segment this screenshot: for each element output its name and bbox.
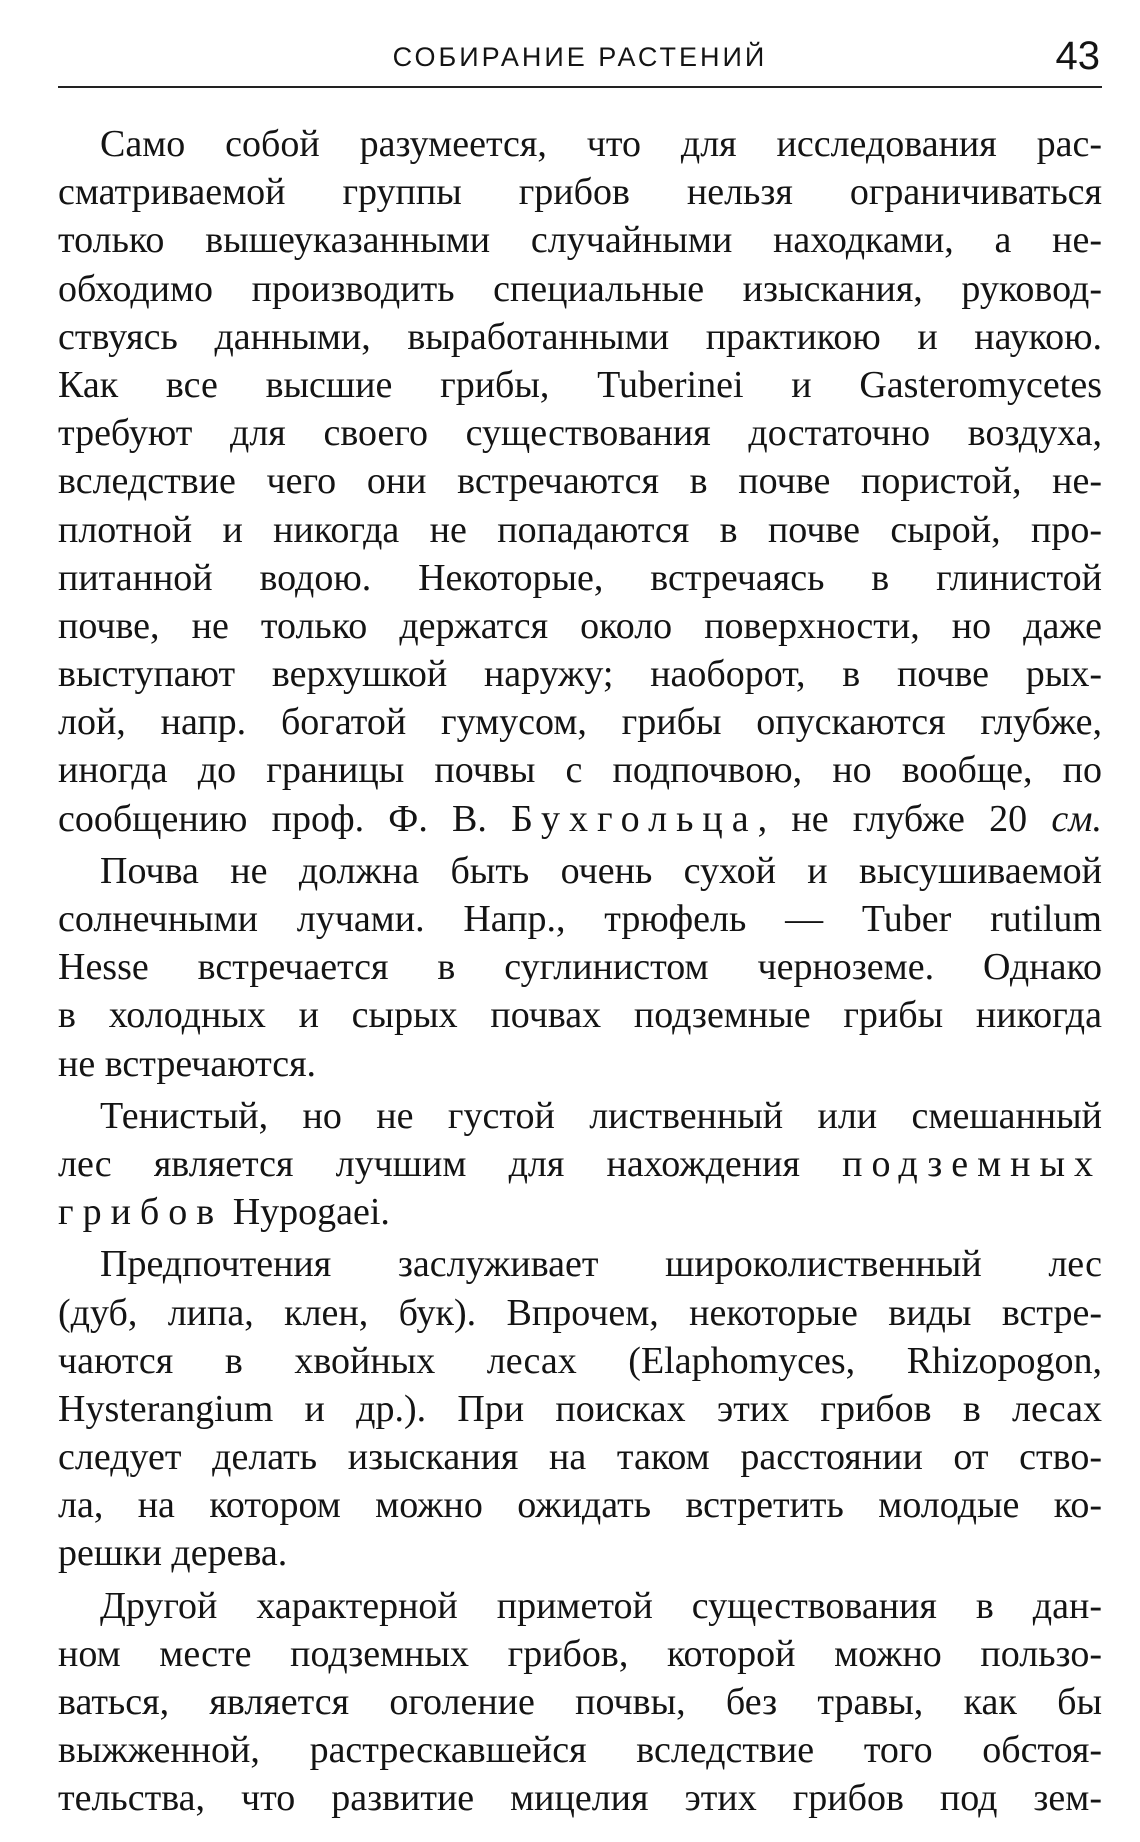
body-text	[58, 120, 1102, 1827]
text-line: выступают верхушкой наружу; наоборот, в почве рых-	[58, 653, 1102, 696]
text-line: обходимо производить специальные изыскания, руковод-	[58, 267, 1102, 310]
text-line: иногда до границы почвы с подпочвою, но вообще, по	[58, 749, 1102, 792]
text-line: Как все высшие грибы, Tuberinei и Gasteromycetes	[58, 363, 1102, 406]
text-line: плотной и никогда не попадаются в почве сырой, про-	[58, 508, 1102, 551]
text-line: тельства, что развитие мицелия этих грибов под зем-	[58, 1777, 1102, 1820]
header-rule	[58, 86, 1102, 88]
text-line: в холодных и сырых почвах подземные грибы никогда	[58, 994, 1102, 1037]
emphasized-term: подземных	[842, 1142, 1102, 1185]
text-line	[58, 1188, 1102, 1236]
running-title: СОБИРАНИЕ РАСТЕНИЙ	[392, 42, 768, 72]
text-fragment: Hypogaei.	[223, 1191, 390, 1234]
text-line-with-author	[58, 795, 1102, 843]
text-line: почве, не только держатся около поверхности, но даже	[58, 604, 1102, 647]
page-number: 43	[1055, 34, 1100, 78]
text-line	[58, 1140, 1102, 1188]
text-line: решки дерева.	[58, 1532, 288, 1575]
text-line: Предпочтения заслуживает широколиственный лес	[100, 1243, 1102, 1286]
text-line: чаются в хвойных лесах (Elaphomyces, Rhizopogon,	[58, 1339, 1102, 1382]
text-line: питанной водою. Некоторые, встречаясь в глинистой	[58, 556, 1102, 599]
paragraph-3	[58, 1092, 1102, 1237]
text-line: лой, напр. богатой гумусом, грибы опускаются глубже,	[58, 701, 1102, 744]
author-name: Бухгольца	[511, 797, 758, 840]
text-line: Hysterangium и др.). При поисках этих грибов в лесах	[58, 1387, 1102, 1430]
text-line: ствуясь данными, выработанными практикою и наукою.	[58, 315, 1102, 358]
text-line: требуют для своего существования достаточно воздуха,	[58, 412, 1102, 455]
text-fragment: лес является лучшим для нахождения	[58, 1142, 843, 1185]
paragraph-2	[58, 847, 1102, 1088]
text-line: Почва не должна быть очень сухой и высушиваемой	[100, 849, 1102, 892]
text-line: не встречаются.	[58, 1042, 317, 1085]
paragraph-1	[58, 120, 1102, 843]
paragraph-4	[58, 1240, 1102, 1577]
emphasized-term: грибов	[58, 1191, 224, 1234]
text-line: вследствие чего они встречаются в почве пористой, не-	[58, 460, 1102, 503]
text-line: ла, на котором можно ожидать встретить молодые ко-	[58, 1484, 1102, 1527]
text-line: сматриваемой группы грибов нельзя ограничиваться	[58, 171, 1102, 214]
paragraph-5	[58, 1582, 1102, 1823]
text-line: солнечными лучами. Напр., трюфель — Tuber rutilum	[58, 898, 1102, 940]
text-fragment: сообщению проф. Ф. В.	[58, 797, 512, 840]
text-line: ваться, является оголение почвы, без травы, как бы	[58, 1681, 1102, 1723]
text-line: Само собой разумеется, что для исследования рас-	[100, 123, 1102, 165]
text-line: только вышеуказанными случайными находками, а не-	[58, 219, 1102, 262]
text-line: Hesse встречается в суглинистом черноземе. Однако	[58, 946, 1102, 989]
unit-abbreviation: см.	[1051, 797, 1102, 840]
running-head	[60, 34, 1100, 86]
text-line: следует делать изыскания на таком расстоянии от ство-	[58, 1436, 1102, 1479]
text-line: Другой характерной приметой существования в дан-	[100, 1584, 1102, 1627]
text-line: (дуб, липа, клен, бук). Впрочем, некоторые виды встре-	[58, 1291, 1102, 1334]
text-line: выжженной, растрескавшейся вследствие того обстоя-	[58, 1729, 1102, 1772]
text-line: ном месте подземных грибов, которой можно пользо-	[58, 1632, 1102, 1675]
text-line: Тенистый, но не густой лиственный или смешанный	[100, 1094, 1102, 1137]
text-fragment: , не глубже 20	[757, 797, 1052, 840]
